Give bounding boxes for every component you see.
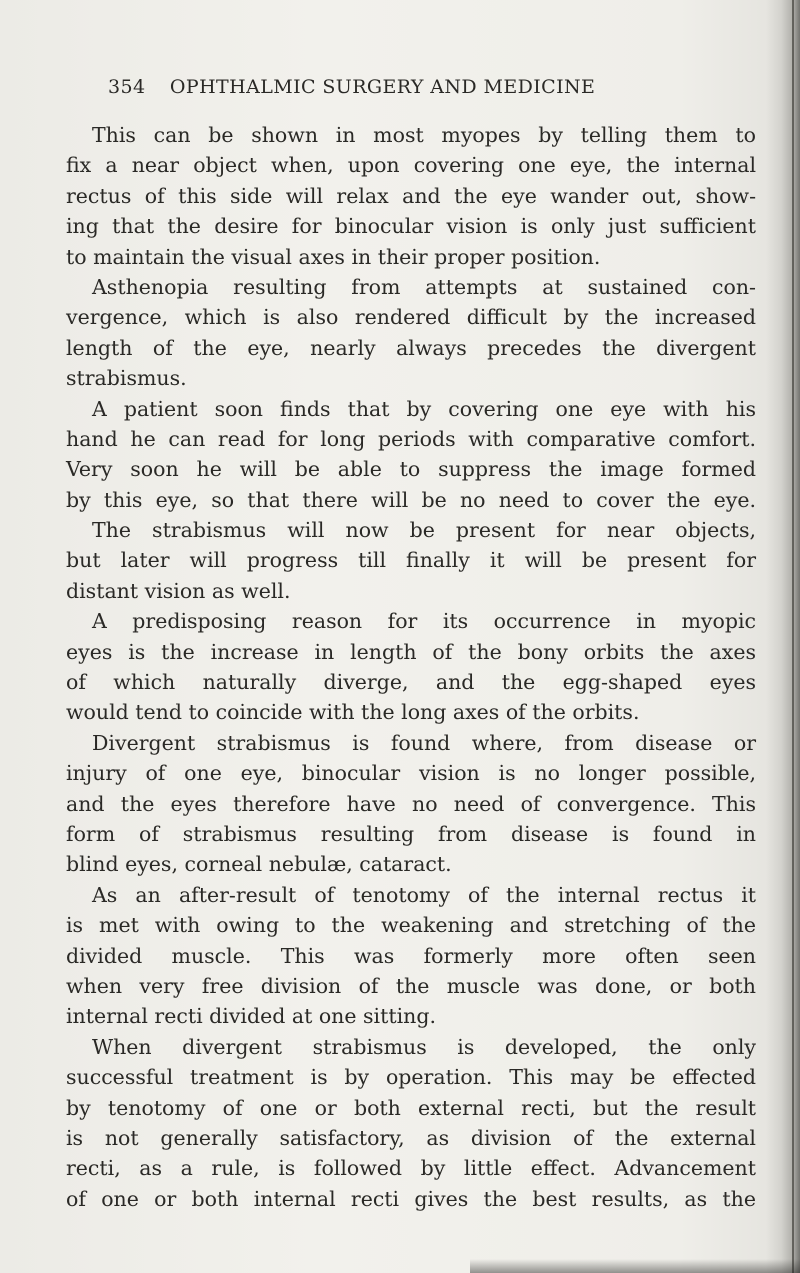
text-line: distant vision as well.: [66, 578, 291, 603]
bottom-edge-shadow: [470, 1259, 800, 1273]
text-line: by tenotomy of one or both external recti, but the result: [66, 1095, 756, 1120]
text-line: Divergent strabismus is found where, from disease or: [92, 730, 756, 755]
text-line: recti, as a rule, is followed by little effect. Advancement: [66, 1156, 756, 1181]
text-line: injury of one eye, binocular vision is no longer possible,: [66, 761, 756, 786]
text-line: When divergent strabismus is developed, the only: [92, 1034, 756, 1059]
text-line: would tend to coincide with the long axes of the orbits.: [66, 700, 640, 725]
text-line: divided muscle. This was formerly more often seen: [66, 943, 756, 968]
text-line: A patient soon finds that by covering one eye with his: [92, 396, 756, 421]
page-number: 354: [108, 76, 146, 98]
page-edge-shadow: [766, 0, 800, 1273]
text-line: The strabismus will now be present for near objects,: [92, 518, 756, 543]
text-line: Asthenopia resulting from attempts at sustained con-: [92, 274, 756, 299]
body-text: [66, 120, 756, 1214]
text-line: strabismus.: [66, 366, 187, 391]
text-line: ing that the desire for binocular vision is only just sufficient: [66, 214, 756, 239]
text-line: This can be shown in most myopes by telling them to: [92, 123, 756, 147]
text-line: A predisposing reason for its occurrence in myopic: [92, 609, 756, 634]
text-line: blind eyes, corneal nebulæ, cataract.: [66, 852, 452, 877]
text-line: eyes is the increase in length of the bony orbits the axes: [66, 639, 756, 664]
text-line: of which naturally diverge, and the egg-shaped eyes: [66, 670, 756, 695]
text-line: hand he can read for long periods with comparative comfort.: [66, 426, 756, 451]
text-line: by this eye, so that there will be no need to cover the eye.: [66, 487, 756, 512]
text-line: of one or both internal recti gives the best results, as the: [66, 1186, 756, 1211]
text-line: but later will progress till finally it will be present for: [66, 548, 756, 573]
text-line: to maintain the visual axes in their proper position.: [66, 244, 601, 269]
text-line: when very free division of the muscle was done, or both: [66, 973, 756, 998]
running-header: [108, 76, 748, 98]
text-line: and the eyes therefore have no need of convergence. This: [66, 791, 756, 816]
text-line: rectus of this side will relax and the eye wander out, show-: [66, 183, 756, 208]
page-edge-line: [792, 0, 794, 1273]
text-line: As an after-result of tenotomy of the internal rectus it: [92, 882, 756, 907]
text-line: is met with owing to the weakening and stretching of the: [66, 913, 756, 938]
text-line: fix a near object when, upon covering one eye, the internal: [66, 153, 756, 178]
text-line: internal recti divided at one sitting.: [66, 1004, 436, 1029]
text-line: vergence, which is also rendered difficult by the increased: [66, 305, 756, 330]
text-line: successful treatment is by operation. This may be effected: [66, 1065, 756, 1090]
text-line: is not generally satisfactory, as division of the external: [66, 1125, 756, 1150]
running-title: OPHTHALMIC SURGERY AND MEDICINE: [169, 76, 596, 98]
text-line: Very soon he will be able to suppress the image formed: [66, 457, 756, 482]
text-line: form of strabismus resulting from disease is found in: [66, 821, 756, 846]
text-line: length of the eye, nearly always precedes the divergent: [66, 335, 756, 360]
